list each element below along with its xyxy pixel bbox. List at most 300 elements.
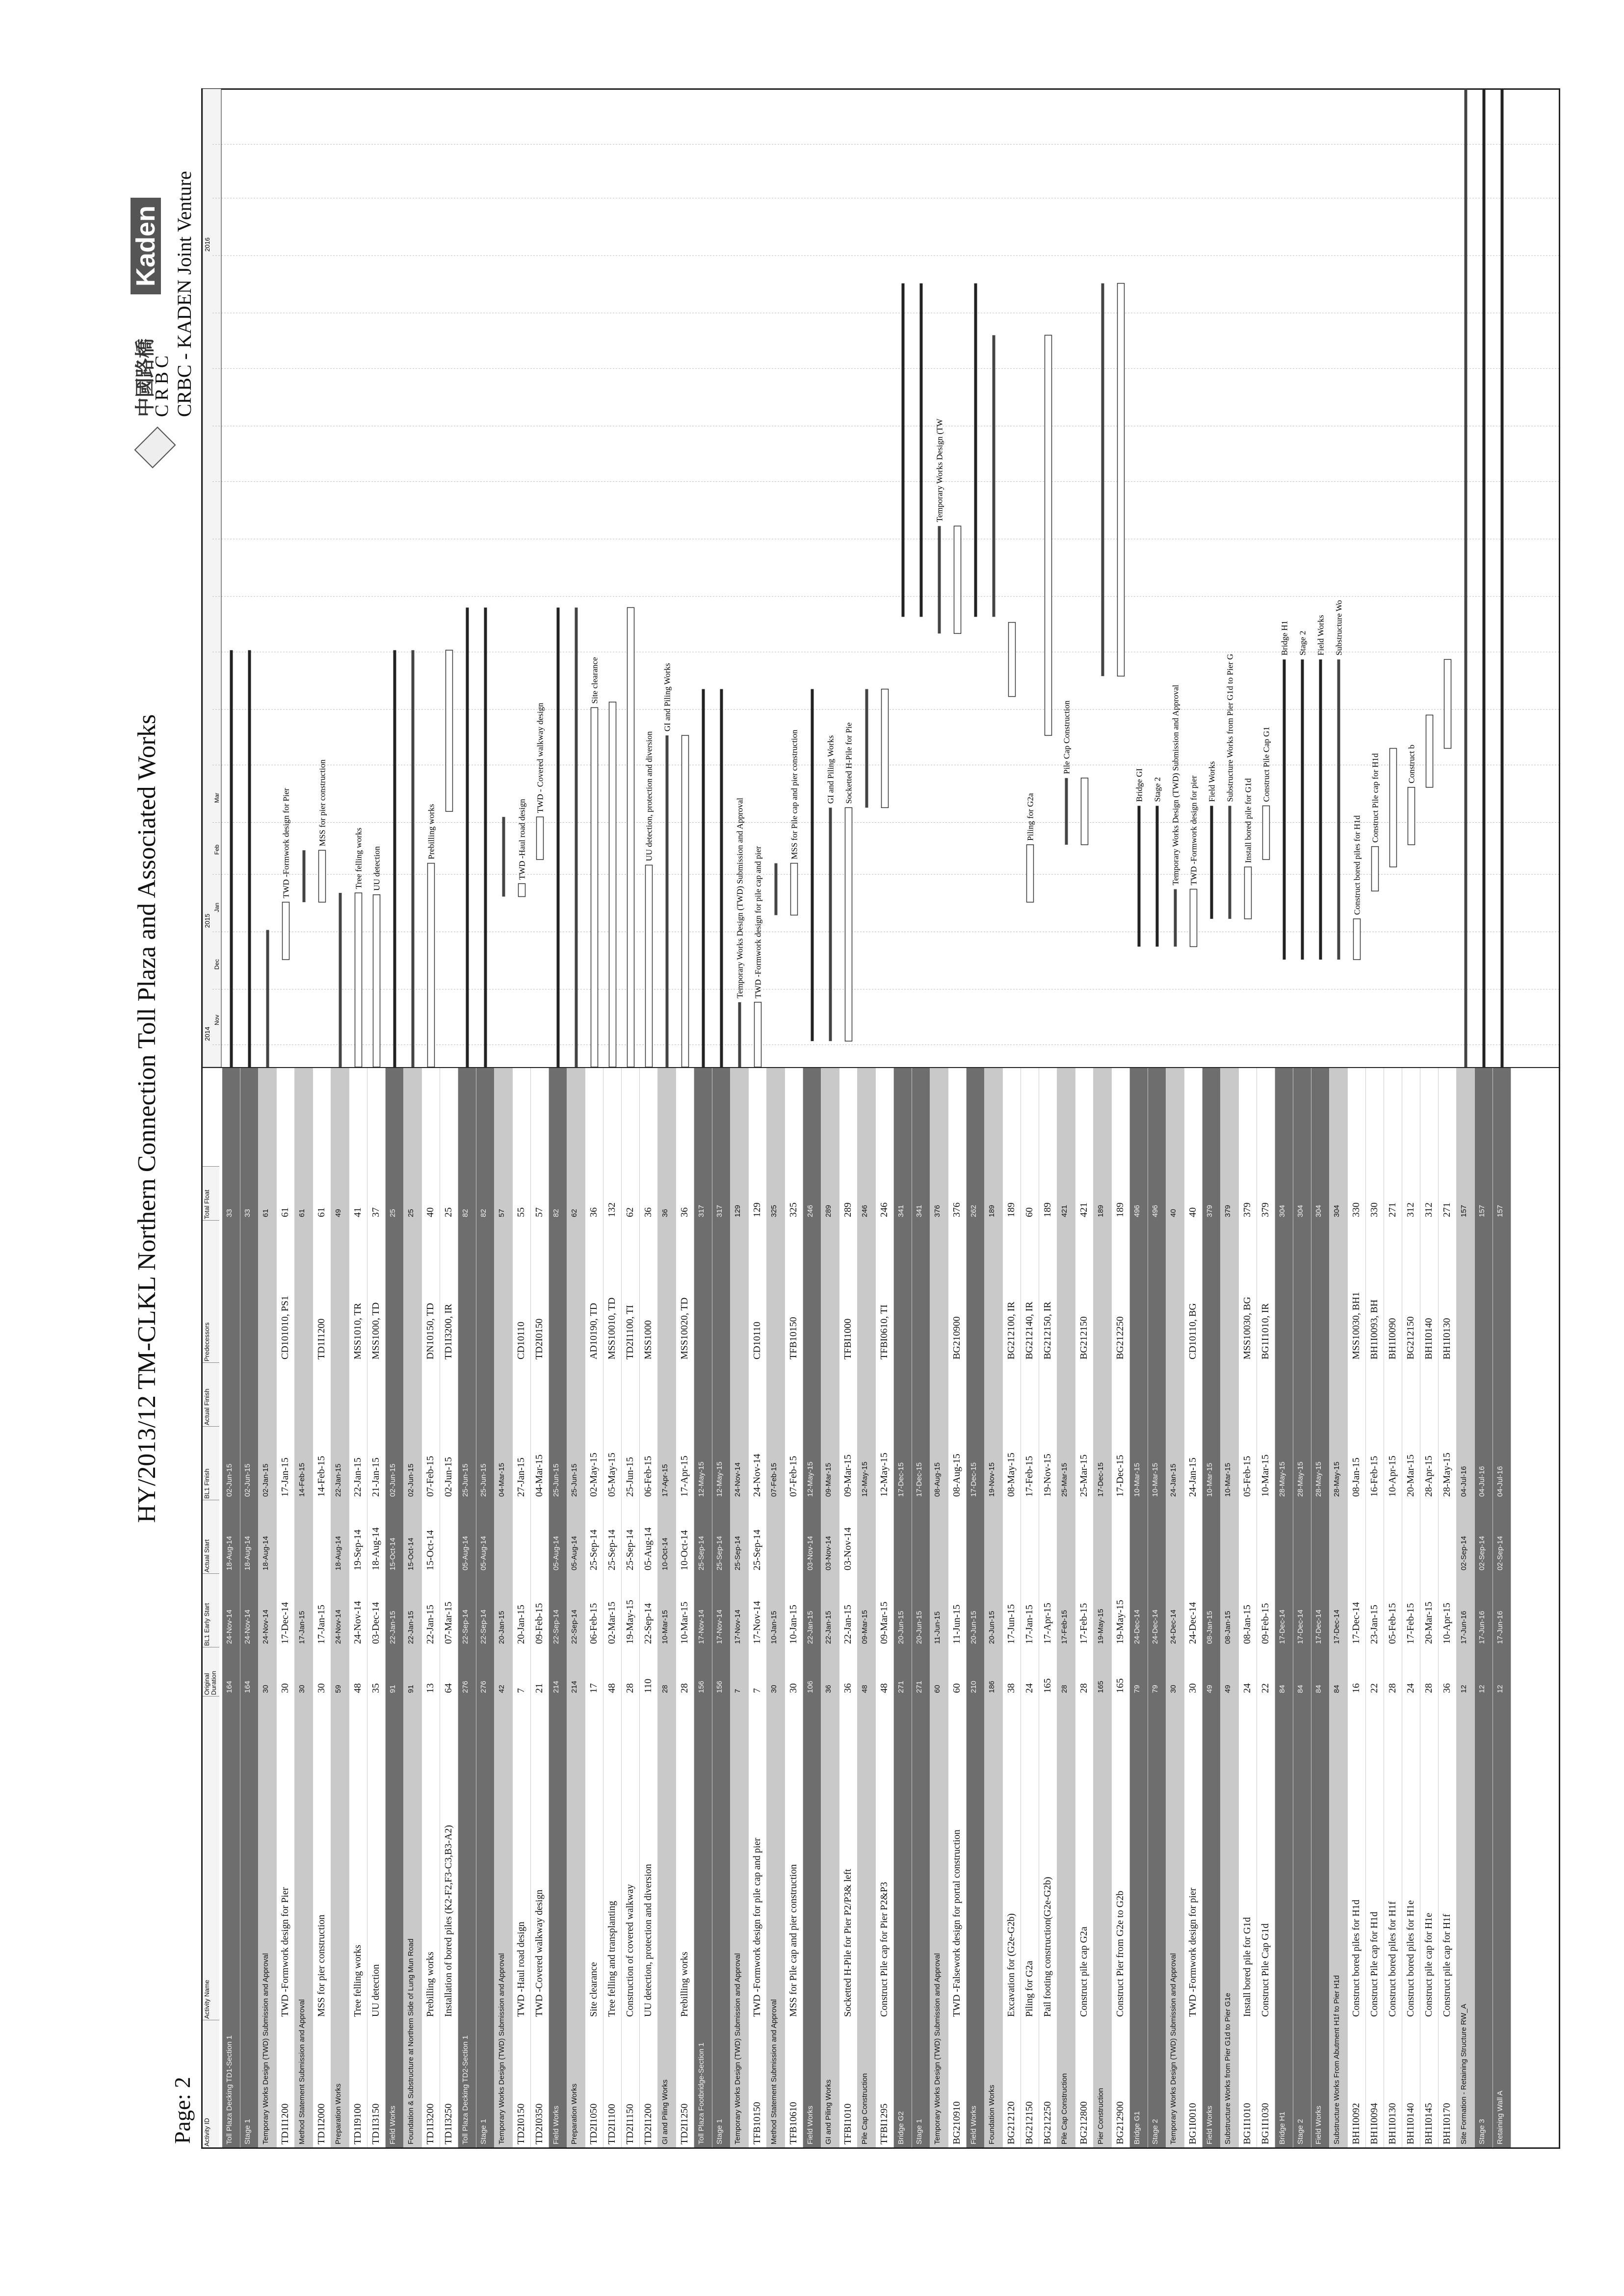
cell-f: 25-Jun-15 xyxy=(570,1463,578,1497)
group-row[interactable] xyxy=(821,1068,839,2147)
cell-dur: 30 xyxy=(316,1683,327,1693)
activity-row[interactable] xyxy=(622,1068,640,2147)
cell-es: 24-Nov-14 xyxy=(243,1609,252,1644)
activity-row[interactable] xyxy=(785,1068,803,2147)
activity-row[interactable] xyxy=(948,1068,967,2147)
cell-dur: 164 xyxy=(225,1680,234,1693)
cell-tf: 25 xyxy=(407,1209,415,1217)
activity-bar xyxy=(1081,778,1088,845)
summary-bar xyxy=(466,607,469,1067)
cell-es: 09-Mar-15 xyxy=(861,1610,869,1644)
cell-f: 02-Jun-15 xyxy=(225,1463,234,1497)
activity-row[interactable] xyxy=(513,1068,531,2147)
cell-dur: 36 xyxy=(842,1683,853,1693)
cell-f: 25-Mar-15 xyxy=(1060,1462,1069,1497)
group-row[interactable] xyxy=(694,1068,712,2147)
activity-bar xyxy=(591,707,598,1067)
cell-tf: 61 xyxy=(298,1209,306,1217)
activity-bar xyxy=(1408,787,1415,845)
cell-es: 20-Jun-15 xyxy=(915,1611,923,1644)
cell-id: Pier Construction xyxy=(1097,2087,1105,2144)
cell-pred: BH1I0140 xyxy=(1423,1318,1434,1359)
column-header: Actual Finish xyxy=(203,1362,219,1426)
summary-bar xyxy=(1065,778,1068,845)
cell-id: Stage 1 xyxy=(715,2119,724,2144)
cell-f: 02-Jun-15 xyxy=(407,1463,415,1497)
cell-dur: 42 xyxy=(498,1685,506,1693)
activity-row[interactable] xyxy=(1112,1068,1130,2147)
cell-dur: 48 xyxy=(861,1685,869,1693)
group-row[interactable] xyxy=(858,1068,876,2147)
month-label: Mar xyxy=(213,792,220,803)
cell-as: 15-Oct-14 xyxy=(407,1538,415,1570)
group-row[interactable] xyxy=(1203,1068,1221,2147)
group-row[interactable] xyxy=(240,1068,259,2147)
cell-es: 17-Nov-14 xyxy=(752,1601,762,1644)
activity-row[interactable] xyxy=(749,1068,767,2147)
cell-dur: 271 xyxy=(915,1680,923,1693)
cell-as: 02-Sep-14 xyxy=(1460,1536,1468,1570)
group-row[interactable] xyxy=(295,1068,313,2147)
cell-es: 19-May-15 xyxy=(625,1600,635,1644)
activity-row[interactable] xyxy=(676,1068,694,2147)
cell-f: 08-Aug-15 xyxy=(933,1462,942,1497)
activity-row[interactable] xyxy=(277,1068,295,2147)
bar-label: Temporary Works Design (TW xyxy=(935,418,944,522)
cell-tf: 40 xyxy=(425,1207,436,1217)
cell-as: 19-Sep-14 xyxy=(352,1529,363,1570)
activity-bar xyxy=(537,817,544,860)
cell-dur: 30 xyxy=(262,1685,270,1693)
activity-row[interactable] xyxy=(640,1068,658,2147)
cell-es: 17-Nov-14 xyxy=(733,1609,742,1644)
cell-f: 17-Dec-15 xyxy=(1097,1462,1105,1497)
column-header: Total Float xyxy=(203,1166,219,1220)
column-header: Activity ID xyxy=(203,2020,219,2147)
cell-dur: 28 xyxy=(679,1683,690,1693)
summary-bar xyxy=(1301,659,1304,960)
cell-dur: 49 xyxy=(1224,1685,1232,1693)
bar-label: Construct Pile Cap G1 xyxy=(1261,727,1271,802)
cell-es: 10-Apr-15 xyxy=(1441,1602,1452,1644)
activity-row[interactable] xyxy=(1021,1068,1039,2147)
month-label: Feb xyxy=(213,844,220,855)
cell-dur: 21 xyxy=(534,1683,545,1693)
activity-row[interactable] xyxy=(603,1068,622,2147)
cell-name: TWD -Covered walkway design xyxy=(534,1889,545,2017)
cell-dur: 12 xyxy=(1496,1685,1504,1693)
cell-id: Temporary Works Design (TWD) Submission and Approval xyxy=(1169,1953,1178,2144)
activity-bar xyxy=(355,893,362,1067)
activity-row[interactable] xyxy=(440,1068,458,2147)
cell-dur: 30 xyxy=(788,1683,799,1693)
cell-as: 05-Aug-14 xyxy=(479,1536,488,1570)
cell-as: 25-Sep-14 xyxy=(606,1529,617,1570)
summary-bar xyxy=(1501,89,1504,1067)
cell-f: 17-Dec-15 xyxy=(897,1462,905,1497)
activity-row[interactable] xyxy=(531,1068,549,2147)
activity-bar xyxy=(428,863,435,1067)
cell-f: 04-Jul-16 xyxy=(1460,1466,1468,1497)
cell-f: 19-Nov-15 xyxy=(1042,1454,1053,1497)
cell-name: TWD -Formwork design for pile cap and pier xyxy=(752,1838,762,2017)
cell-tf: 157 xyxy=(1496,1204,1504,1217)
cell-dur: 84 xyxy=(1278,1685,1286,1693)
cell-es: 19-May-15 xyxy=(1115,1600,1126,1644)
cell-f: 02-Jun-15 xyxy=(389,1463,397,1497)
cell-dur: 22 xyxy=(1260,1683,1271,1693)
cell-pred: CD10110, BG xyxy=(1187,1303,1198,1359)
cell-es: 02-Mar-15 xyxy=(606,1601,617,1644)
group-row[interactable] xyxy=(1148,1068,1166,2147)
activity-row[interactable] xyxy=(313,1068,331,2147)
cell-dur: 24 xyxy=(1024,1683,1035,1693)
cell-f: 25-Jun-15 xyxy=(625,1457,635,1497)
cell-tf: 82 xyxy=(552,1209,560,1217)
cell-es: 22-Jan-15 xyxy=(407,1611,415,1644)
cell-id: Pile Cap Construction xyxy=(861,2073,869,2144)
activity-row[interactable] xyxy=(1420,1068,1439,2147)
bar-label: Bridge H1 xyxy=(1280,620,1289,656)
group-row[interactable] xyxy=(476,1068,495,2147)
group-row[interactable] xyxy=(1094,1068,1112,2147)
cell-dur: 48 xyxy=(606,1683,617,1693)
group-row[interactable] xyxy=(1221,1068,1239,2147)
group-row[interactable] xyxy=(1457,1068,1475,2147)
cell-as: 05-Aug-14 xyxy=(643,1527,654,1570)
cell-id: TFBI1295 xyxy=(879,2103,890,2144)
group-row[interactable] xyxy=(1130,1068,1148,2147)
cell-name: Site clearance xyxy=(588,1962,599,2017)
cell-es: 17-Jan-15 xyxy=(1024,1605,1035,1644)
cell-id: Field Works xyxy=(552,2106,560,2144)
cell-dur: 48 xyxy=(352,1683,363,1693)
group-row[interactable] xyxy=(1330,1068,1348,2147)
group-row[interactable] xyxy=(222,1068,240,2147)
group-row[interactable] xyxy=(1493,1068,1511,2147)
cell-tf: 157 xyxy=(1460,1204,1468,1217)
group-row[interactable] xyxy=(331,1068,349,2147)
cell-es: 11-Jun-15 xyxy=(951,1604,962,1644)
cell-as: 02-Sep-14 xyxy=(1496,1536,1504,1570)
cell-dur: 7 xyxy=(752,1688,762,1693)
summary-bar xyxy=(738,1002,741,1067)
gantt-chart xyxy=(203,89,1559,1068)
cell-pred: CD10110 xyxy=(752,1321,762,1359)
cell-id: BG212800 xyxy=(1078,2101,1089,2144)
activity-bar xyxy=(446,650,453,811)
company-logo xyxy=(128,98,195,471)
cell-name: Construct Pile cap for H1d xyxy=(1369,1911,1380,2017)
activity-row[interactable] xyxy=(876,1068,894,2147)
cell-id: BH1I0170 xyxy=(1441,2103,1452,2144)
cell-es: 17-Nov-14 xyxy=(715,1609,724,1644)
activity-bar xyxy=(1245,867,1252,919)
cell-dur: 91 xyxy=(407,1685,415,1693)
bar-label: Prebilling works xyxy=(426,804,436,860)
cell-pred: TFBI1000 xyxy=(842,1318,853,1359)
cell-tf: 304 xyxy=(1333,1204,1341,1217)
activity-row[interactable] xyxy=(1384,1068,1402,2147)
activity-bar xyxy=(882,689,889,808)
cell-es: 09-Feb-15 xyxy=(534,1603,545,1644)
cell-as: 05-Aug-14 xyxy=(461,1536,470,1570)
activity-row[interactable] xyxy=(1402,1068,1420,2147)
year-label: 2014 xyxy=(204,1026,211,1041)
cell-es: 20-Jun-15 xyxy=(988,1611,996,1644)
group-row[interactable] xyxy=(386,1068,404,2147)
cell-pred: MSS10020, TD xyxy=(679,1297,690,1359)
cell-es: 10-Jan-15 xyxy=(788,1605,799,1644)
group-row[interactable] xyxy=(458,1068,476,2147)
activity-row[interactable] xyxy=(367,1068,386,2147)
cell-id: TD2I1250 xyxy=(679,2103,690,2144)
cell-es: 09-Mar-15 xyxy=(879,1601,890,1644)
group-row[interactable] xyxy=(767,1068,785,2147)
cell-dur: 60 xyxy=(951,1683,962,1693)
activity-row[interactable] xyxy=(1184,1068,1203,2147)
cell-tf: 82 xyxy=(479,1209,488,1217)
cell-es: 19-May-15 xyxy=(1097,1609,1105,1644)
cell-dur: 7 xyxy=(516,1688,526,1693)
cell-id: Field Works xyxy=(969,2106,978,2144)
cell-es: 23-Jan-15 xyxy=(1369,1605,1380,1644)
cell-tf: 289 xyxy=(842,1202,853,1217)
cell-tf: 496 xyxy=(1151,1204,1159,1217)
cell-dur: 28 xyxy=(625,1683,635,1693)
cell-es: 24-Nov-14 xyxy=(334,1609,342,1644)
cell-f: 07-Feb-15 xyxy=(788,1456,799,1497)
cell-es: 17-Feb-15 xyxy=(1060,1610,1069,1644)
cell-f: 02-Jun-15 xyxy=(443,1457,454,1497)
cell-as: 18-Aug-14 xyxy=(334,1536,342,1570)
cell-tf: 379 xyxy=(1260,1202,1271,1217)
cell-name: Construct pile cap G2a xyxy=(1078,1927,1089,2017)
summary-bar xyxy=(666,735,669,1067)
column-header: Predecessors xyxy=(203,1220,219,1362)
cell-as: 10-Oct-14 xyxy=(679,1530,690,1570)
cell-id: Stage 3 xyxy=(1478,2119,1486,2144)
cell-dur: 28 xyxy=(661,1685,669,1693)
cell-name: Prebilling works xyxy=(425,1952,436,2017)
cell-as: 10-Oct-14 xyxy=(661,1538,669,1570)
cell-f: 04-Mar-15 xyxy=(498,1462,506,1497)
cell-f: 09-Mar-15 xyxy=(824,1462,833,1497)
activity-bar xyxy=(628,607,634,1067)
cell-name: Installation of bored piles (K2-F2,F3-C3,B3-A2) xyxy=(443,1825,454,2017)
bar-label: Socketted H-Pile for Pie xyxy=(844,722,854,804)
cell-es: 22-Jan-15 xyxy=(824,1611,833,1644)
cell-es: 11-Jun-15 xyxy=(933,1611,942,1644)
summary-bar xyxy=(702,689,705,1067)
group-row[interactable] xyxy=(894,1068,912,2147)
cell-tf: 36 xyxy=(661,1209,669,1217)
document-title: HY/2013/12 TM-CLKL Northern Connection Toll Plaza and Associated Works xyxy=(133,714,161,1523)
group-row[interactable] xyxy=(985,1068,1003,2147)
group-row[interactable] xyxy=(404,1068,422,2147)
cell-dur: 22 xyxy=(1369,1683,1380,1693)
cell-f: 05-May-15 xyxy=(606,1453,617,1497)
cell-pred: MSS10010, TD xyxy=(606,1297,617,1359)
cell-tf: 129 xyxy=(733,1204,742,1217)
group-row[interactable] xyxy=(731,1068,749,2147)
cell-id: BH1I0140 xyxy=(1405,2103,1416,2144)
cell-dur: 49 xyxy=(1205,1685,1214,1693)
cell-name: Socketted H-Pile for Pier P2/P3& left xyxy=(842,1869,853,2017)
activity-row[interactable] xyxy=(1039,1068,1057,2147)
cell-tf: 60 xyxy=(1024,1207,1035,1217)
bar-label: TWD -Haul road design xyxy=(517,799,527,880)
cell-id: BG1I1010 xyxy=(1242,2103,1253,2144)
cell-id: TFB10150 xyxy=(752,2102,762,2144)
cell-id: TD2I1100 xyxy=(606,2104,617,2144)
cell-pred: CD10110 xyxy=(516,1321,526,1359)
group-row[interactable] xyxy=(912,1068,930,2147)
activity-row[interactable] xyxy=(1075,1068,1094,2147)
cell-name: TWD -Haul road design xyxy=(516,1922,526,2017)
activity-row[interactable] xyxy=(1239,1068,1257,2147)
cell-f: 25-Jun-15 xyxy=(552,1463,560,1497)
cell-tf: 341 xyxy=(897,1204,905,1217)
cell-tf: 262 xyxy=(969,1204,978,1217)
cell-as: 15-Oct-14 xyxy=(425,1530,436,1570)
bar-label: Site clearance xyxy=(590,657,600,704)
cell-id: Foundation Works xyxy=(988,2085,996,2144)
group-row[interactable] xyxy=(658,1068,676,2147)
group-row[interactable] xyxy=(1311,1068,1330,2147)
activity-bar xyxy=(609,702,616,1067)
cell-es: 20-Jan-15 xyxy=(498,1611,506,1644)
month-label: Nov xyxy=(213,1015,220,1025)
cell-tf: 379 xyxy=(1242,1202,1253,1217)
activity-row[interactable] xyxy=(422,1068,440,2147)
activity-row[interactable] xyxy=(1366,1068,1384,2147)
cell-dur: 36 xyxy=(1441,1683,1452,1693)
group-row[interactable] xyxy=(1293,1068,1311,2147)
cell-tf: 304 xyxy=(1296,1204,1305,1217)
cell-pred: TFB10150 xyxy=(788,1317,799,1359)
cell-es: 06-Feb-15 xyxy=(588,1603,599,1644)
cell-pred: DN10150, TD xyxy=(425,1303,436,1359)
group-row[interactable] xyxy=(259,1068,277,2147)
cell-es: 09-Feb-15 xyxy=(1260,1603,1271,1644)
cell-as: 18-Aug-14 xyxy=(243,1536,252,1570)
group-row[interactable] xyxy=(930,1068,948,2147)
cell-es: 17-Dec-14 xyxy=(1314,1609,1323,1644)
bar-label: UU detection, protection and diversion xyxy=(644,731,654,861)
cell-f: 02-Jun-15 xyxy=(243,1463,252,1497)
bar-label: Substructure Wo xyxy=(1334,600,1344,656)
cell-es: 24-Dec-14 xyxy=(1169,1609,1178,1644)
group-row[interactable] xyxy=(967,1068,985,2147)
cell-dur: 60 xyxy=(933,1685,942,1693)
cell-name: Construct bored piles for H1d xyxy=(1351,1900,1362,2017)
activity-row[interactable] xyxy=(349,1068,367,2147)
cell-tf: 41 xyxy=(352,1207,363,1217)
cell-tf: 317 xyxy=(697,1204,706,1217)
cell-f: 19-Nov-15 xyxy=(988,1462,996,1497)
group-row[interactable] xyxy=(1166,1068,1184,2147)
cell-pred: CD101010, PS1 xyxy=(280,1295,290,1359)
activity-bar xyxy=(845,808,852,1041)
cell-f: 02-Jan-15 xyxy=(262,1463,270,1497)
activity-row[interactable] xyxy=(1257,1068,1275,2147)
summary-bar xyxy=(811,689,814,1042)
cell-as: 25-Sep-14 xyxy=(588,1529,599,1570)
activity-bar xyxy=(1426,715,1433,787)
cell-dur: 156 xyxy=(715,1680,724,1693)
group-row[interactable] xyxy=(1057,1068,1075,2147)
cell-es: 20-Jan-15 xyxy=(516,1605,526,1644)
cell-dur: 24 xyxy=(1242,1683,1253,1693)
cell-es: 08-Jan-15 xyxy=(1205,1611,1214,1644)
cell-as: 15-Oct-14 xyxy=(389,1538,397,1570)
group-row[interactable] xyxy=(803,1068,821,2147)
cell-tf: 379 xyxy=(1205,1204,1214,1217)
cell-name: Construct Pier from G2e to G2b xyxy=(1115,1890,1126,2017)
cell-f: 10-Mar-15 xyxy=(1224,1462,1232,1497)
group-row[interactable] xyxy=(712,1068,731,2147)
cell-pred: BG212150 xyxy=(1405,1316,1416,1359)
activity-row[interactable] xyxy=(1003,1068,1021,2147)
cell-dur: 84 xyxy=(1296,1685,1305,1693)
bar-label: Temporary Works Design (TWD) Submission and Approval xyxy=(735,797,745,998)
group-row[interactable] xyxy=(567,1068,585,2147)
cell-id: BG212250 xyxy=(1042,2101,1053,2144)
summary-bar xyxy=(1229,806,1231,919)
cell-id: Foundation & Substructure at Northern Side of Lung Mun Road xyxy=(407,1938,415,2144)
cell-f: 21-Jan-15 xyxy=(370,1458,381,1497)
cell-dur: 17 xyxy=(588,1683,599,1693)
cell-es: 24-Nov-14 xyxy=(225,1609,234,1644)
cell-id: Retaining Wall A xyxy=(1496,2090,1504,2144)
cell-f: 07-Feb-15 xyxy=(770,1462,778,1497)
cell-id: Method Statement Submission and Approval xyxy=(770,1999,778,2144)
cell-f: 17-Feb-15 xyxy=(1024,1456,1035,1497)
cell-es: 17-Feb-15 xyxy=(1405,1603,1416,1644)
group-row[interactable] xyxy=(495,1068,513,2147)
cell-id: Preparation Works xyxy=(570,2084,578,2144)
cell-es: 24-Dec-14 xyxy=(1187,1602,1198,1644)
summary-bar xyxy=(1319,659,1322,960)
cell-dur: 84 xyxy=(1314,1685,1323,1693)
activity-row[interactable] xyxy=(585,1068,603,2147)
group-row[interactable] xyxy=(1475,1068,1493,2147)
activity-row[interactable] xyxy=(1439,1068,1457,2147)
cell-es: 22-Sep-14 xyxy=(479,1609,488,1644)
bar-label: MSS for pier construction xyxy=(317,759,327,847)
cell-dur: 164 xyxy=(243,1680,252,1693)
month-label: Dec xyxy=(213,959,220,970)
cell-tf: 132 xyxy=(606,1202,617,1217)
cell-f: 28-May-15 xyxy=(1441,1453,1452,1497)
group-row[interactable] xyxy=(1275,1068,1293,2147)
cell-id: TD2I0350 xyxy=(534,2103,545,2144)
activity-row[interactable] xyxy=(1348,1068,1366,2147)
group-row[interactable] xyxy=(549,1068,567,2147)
cell-pred: BH1I0093, BH xyxy=(1369,1299,1380,1359)
cell-id: Bridge H1 xyxy=(1278,2112,1286,2144)
cell-tf: 49 xyxy=(334,1209,342,1217)
cell-id: TD1I1200 xyxy=(280,2103,290,2144)
cell-pred: MSS10030, BG xyxy=(1242,1297,1253,1359)
cell-id: Field Works xyxy=(1205,2106,1214,2144)
cell-f: 24-Jan-15 xyxy=(1169,1463,1178,1497)
summary-bar xyxy=(1174,889,1177,946)
activity-row[interactable] xyxy=(839,1068,858,2147)
cell-tf: 33 xyxy=(225,1209,234,1217)
cell-tf: 271 xyxy=(1387,1202,1398,1217)
